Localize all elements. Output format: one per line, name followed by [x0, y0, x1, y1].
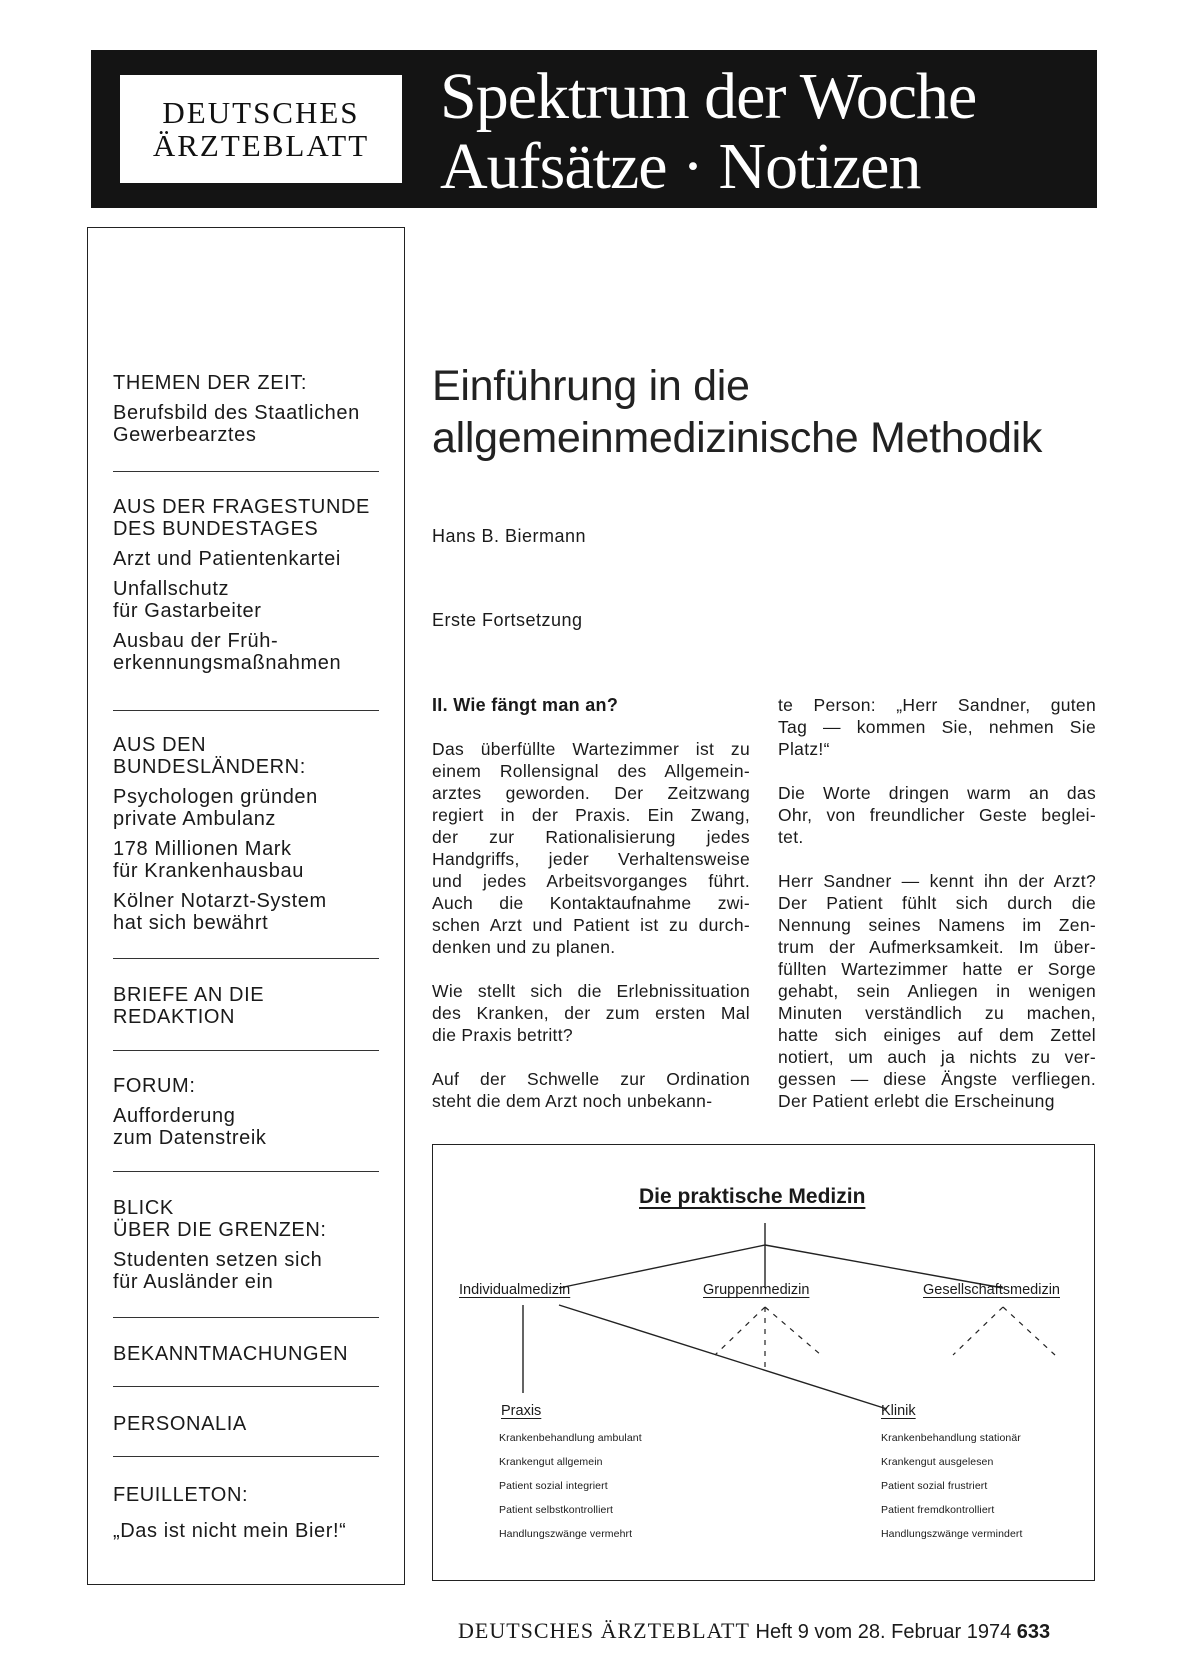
sidebar-divider	[113, 710, 379, 711]
node-gesellschaftsmedizin: Gesellschaftsmedizin	[923, 1282, 1060, 1298]
body-text-line: gehabt, sein Anliegen in wenigen	[778, 981, 1096, 1001]
article-author: Hans B. Biermann	[432, 526, 587, 546]
masthead-title-line-1: Spektrum der Woche	[440, 60, 977, 133]
sidebar-divider	[113, 1386, 379, 1387]
sidebar-heading: FORUM:	[113, 1075, 196, 1097]
article-column-1	[432, 694, 750, 1112]
body-text-line: trum der Aufmerksamkeit. Im über-	[778, 937, 1096, 957]
node-gruppenmedizin: Gruppenmedizin	[703, 1282, 810, 1298]
dashed-branch	[953, 1307, 1003, 1355]
masthead-title	[440, 62, 976, 202]
article-subtitle: Erste Fortsetzung	[432, 610, 583, 630]
praxis-attribute: Patient sozial integriert	[499, 1480, 608, 1492]
klinik-attribute: Patient fremdkontrolliert	[881, 1504, 995, 1516]
sidebar-item-line: für Ausländer ein	[113, 1271, 274, 1293]
diagram-connectors	[433, 1145, 1096, 1582]
body-text-line: die Praxis betritt?	[432, 1025, 573, 1045]
footer-issue: Heft 9 vom 28. Februar 1974	[755, 1621, 1012, 1643]
sidebar-section	[113, 1197, 383, 1293]
sidebar-item	[113, 890, 383, 934]
body-text-line: einem Rollensignal des Allgemein-	[432, 761, 750, 781]
sidebar-item-line: für Gastarbeiter	[113, 600, 262, 622]
body-text-line: Auch die Kontaktaufnahme zwi-	[432, 893, 750, 913]
body-text-line: des Kranken, der zum ersten Mal	[432, 1003, 750, 1023]
paragraph-gap	[778, 760, 1096, 782]
sidebar-item-line: 178 Millionen Mark	[113, 838, 292, 860]
connector-line	[559, 1305, 887, 1409]
diagram-title: Die praktische Medizin	[639, 1185, 866, 1208]
page-number: 633	[1016, 1621, 1051, 1643]
sidebar-heading: FEUILLETON:	[113, 1484, 249, 1506]
paragraph-gap	[778, 848, 1096, 870]
klinik-attribute: Handlungszwänge vermindert	[881, 1528, 1023, 1540]
node-klinik: Klinik	[881, 1403, 916, 1419]
body-text-line: te Person: „Herr Sandner, guten	[778, 695, 1096, 715]
dashed-branch	[765, 1307, 821, 1355]
sidebar-item-line: private Ambulanz	[113, 808, 277, 830]
praxis-attribute: Krankenbehandlung ambulant	[499, 1432, 642, 1444]
dashed-branch	[715, 1307, 765, 1355]
sidebar-item-line: zum Datenstreik	[113, 1127, 267, 1149]
sidebar-item-line: Aufforderung	[113, 1105, 236, 1127]
sidebar-heading: ÜBER DIE GRENZEN:	[113, 1219, 327, 1241]
body-text-line: schen Arzt und Patient ist zu durch-	[432, 915, 750, 935]
sidebar-item-line: „Das ist nicht mein Bier!“	[113, 1520, 347, 1542]
body-text-line: arztes geworden. Der Zeitzwang	[432, 783, 750, 803]
sidebar-item	[113, 630, 383, 674]
sidebar-item	[113, 1105, 383, 1149]
sidebar-item	[113, 578, 383, 622]
sidebar-heading: BRIEFE AN DIE	[113, 984, 265, 1006]
sidebar-divider	[113, 471, 379, 472]
article-title	[432, 360, 1042, 464]
body-text-line: Der Patient erlebt die Erscheinung	[778, 1091, 1055, 1111]
body-text-line: Auf der Schwelle zur Ordination	[432, 1069, 750, 1089]
body-text-line: Tag — kommen Sie, nehmen Sie	[778, 717, 1096, 737]
sidebar-heading: AUS DER FRAGESTUNDE	[113, 496, 370, 518]
body-text-line: Nennung seines Namens im Zen-	[778, 915, 1096, 935]
body-text-line: steht die dem Arzt noch unbekann-	[432, 1091, 713, 1111]
body-text-line: und jedes Arbeitsvorganges führt.	[432, 871, 750, 891]
body-text-line: denken und zu planen.	[432, 937, 616, 957]
body-text-line: Minuten verständlich zu machen,	[778, 1003, 1096, 1023]
praxis-attribute: Handlungszwänge vermehrt	[499, 1528, 633, 1540]
klinik-attribute: Krankengut ausgelesen	[881, 1456, 994, 1468]
praxis-attribute: Krankengut allgemein	[499, 1456, 603, 1468]
sidebar-divider	[113, 958, 379, 959]
sidebar-item	[113, 1520, 383, 1542]
footer-publication: DEUTSCHES ÄRZTEBLATT	[458, 1618, 750, 1643]
body-text-line: Platz!“	[778, 739, 830, 759]
article-column-2	[778, 694, 1096, 1112]
sidebar-section	[113, 984, 383, 1028]
body-text-line: Der Patient fühlt sich durch die	[778, 893, 1096, 913]
paragraph-gap	[432, 958, 750, 980]
sidebar-heading: BLICK	[113, 1197, 174, 1219]
sidebar-heading: BEKANNTMACHUNGEN	[113, 1343, 349, 1365]
section-heading: II. Wie fängt man an?	[432, 695, 619, 715]
sidebar-item-line: für Krankenhausbau	[113, 860, 304, 882]
body-text-line: der zur Rationalisierung jedes	[432, 827, 750, 847]
sidebar-item-line: Psychologen gründen	[113, 786, 318, 808]
sidebar-section	[113, 372, 383, 446]
sidebar-section	[113, 1484, 383, 1542]
sidebar-item-line: Unfallschutz	[113, 578, 230, 600]
body-text-line: Wie stellt sich die Erlebnissituation	[432, 981, 750, 1001]
sidebar-item-line: Studenten setzen sich	[113, 1249, 323, 1271]
paragraph-gap	[432, 1046, 750, 1068]
body-text-line: Herr Sandner — kennt ihn der Arzt?	[778, 871, 1096, 891]
node-individualmedizin: Individualmedizin	[459, 1282, 571, 1298]
body-text-line: gessen — diese Ängste verfliegen.	[778, 1069, 1096, 1089]
sidebar-item	[113, 1249, 383, 1293]
sidebar-section	[113, 734, 383, 934]
body-text-line: Handgriffs, jeder Verhaltensweise	[432, 849, 750, 869]
sidebar-item	[113, 402, 383, 446]
logo-line-2: ÄRZTEBLATT	[152, 128, 370, 163]
sidebar-heading: REDAKTION	[113, 1006, 236, 1028]
sidebar-section	[113, 1343, 383, 1365]
praxis-attribute: Patient selbstkontrolliert	[499, 1504, 614, 1516]
sidebar-section	[113, 1413, 383, 1435]
sidebar-item-line: Berufsbild des Staatlichen	[113, 402, 360, 424]
sidebar-heading: BUNDESLÄNDERN:	[113, 756, 306, 778]
body-text-line: notiert, um auch ja nichts zu ver-	[778, 1047, 1096, 1067]
sidebar-item	[113, 838, 383, 882]
sidebar-section	[113, 1075, 383, 1149]
klinik-attribute: Krankenbehandlung stationär	[881, 1432, 1021, 1444]
article-title-line-1: Einführung in die	[432, 362, 750, 410]
body-text-line: Ohr, von freundlicher Geste beglei-	[778, 805, 1096, 825]
body-text-line: regiert in der Praxis. Ein Zwang,	[432, 805, 750, 825]
sidebar-section	[113, 496, 383, 674]
diagram-box	[432, 1144, 1095, 1581]
body-text-line: füllten Wartezimmer hatte er Sorge	[778, 959, 1096, 979]
sidebar-divider	[113, 1456, 379, 1457]
sidebar-divider	[113, 1050, 379, 1051]
body-text-line: Das überfüllte Wartezimmer ist zu	[432, 739, 750, 759]
sidebar-item-line: Ausbau der Früh-	[113, 630, 279, 652]
klinik-attribute: Patient sozial frustriert	[881, 1480, 988, 1492]
sidebar-item-line: hat sich bewährt	[113, 912, 269, 934]
article-title-line-2: allgemeinmedizinische Methodik	[432, 414, 1043, 462]
page-footer	[458, 1618, 1050, 1644]
sidebar-item-line: erkennungsmaßnahmen	[113, 652, 342, 674]
body-text-line: hatte sich einiges auf dem Zettel	[778, 1025, 1096, 1045]
sidebar-heading: THEMEN DER ZEIT:	[113, 372, 308, 394]
publication-logo	[120, 75, 402, 183]
paragraph-gap	[432, 716, 750, 738]
node-praxis: Praxis	[501, 1403, 542, 1419]
body-text-line: tet.	[778, 827, 804, 847]
body-text-line: Die Worte dringen warm an das	[778, 783, 1096, 803]
logo-line-1: DEUTSCHES	[162, 95, 360, 130]
sidebar-heading: DES BUNDESTAGES	[113, 518, 319, 540]
sidebar-item	[113, 786, 383, 830]
sidebar-heading: PERSONALIA	[113, 1413, 247, 1435]
sidebar-item-line: Gewerbearztes	[113, 424, 257, 446]
sidebar-item	[113, 548, 383, 570]
sidebar-heading: AUS DEN	[113, 734, 207, 756]
sidebar-divider	[113, 1171, 379, 1172]
sidebar-divider	[113, 1317, 379, 1318]
dashed-branch	[1003, 1307, 1055, 1355]
sidebar-item-line: Kölner Notarzt-System	[113, 890, 327, 912]
masthead-title-line-2: Aufsätze · Notizen	[440, 130, 921, 203]
sidebar-item-line: Arzt und Patientenkartei	[113, 548, 341, 570]
